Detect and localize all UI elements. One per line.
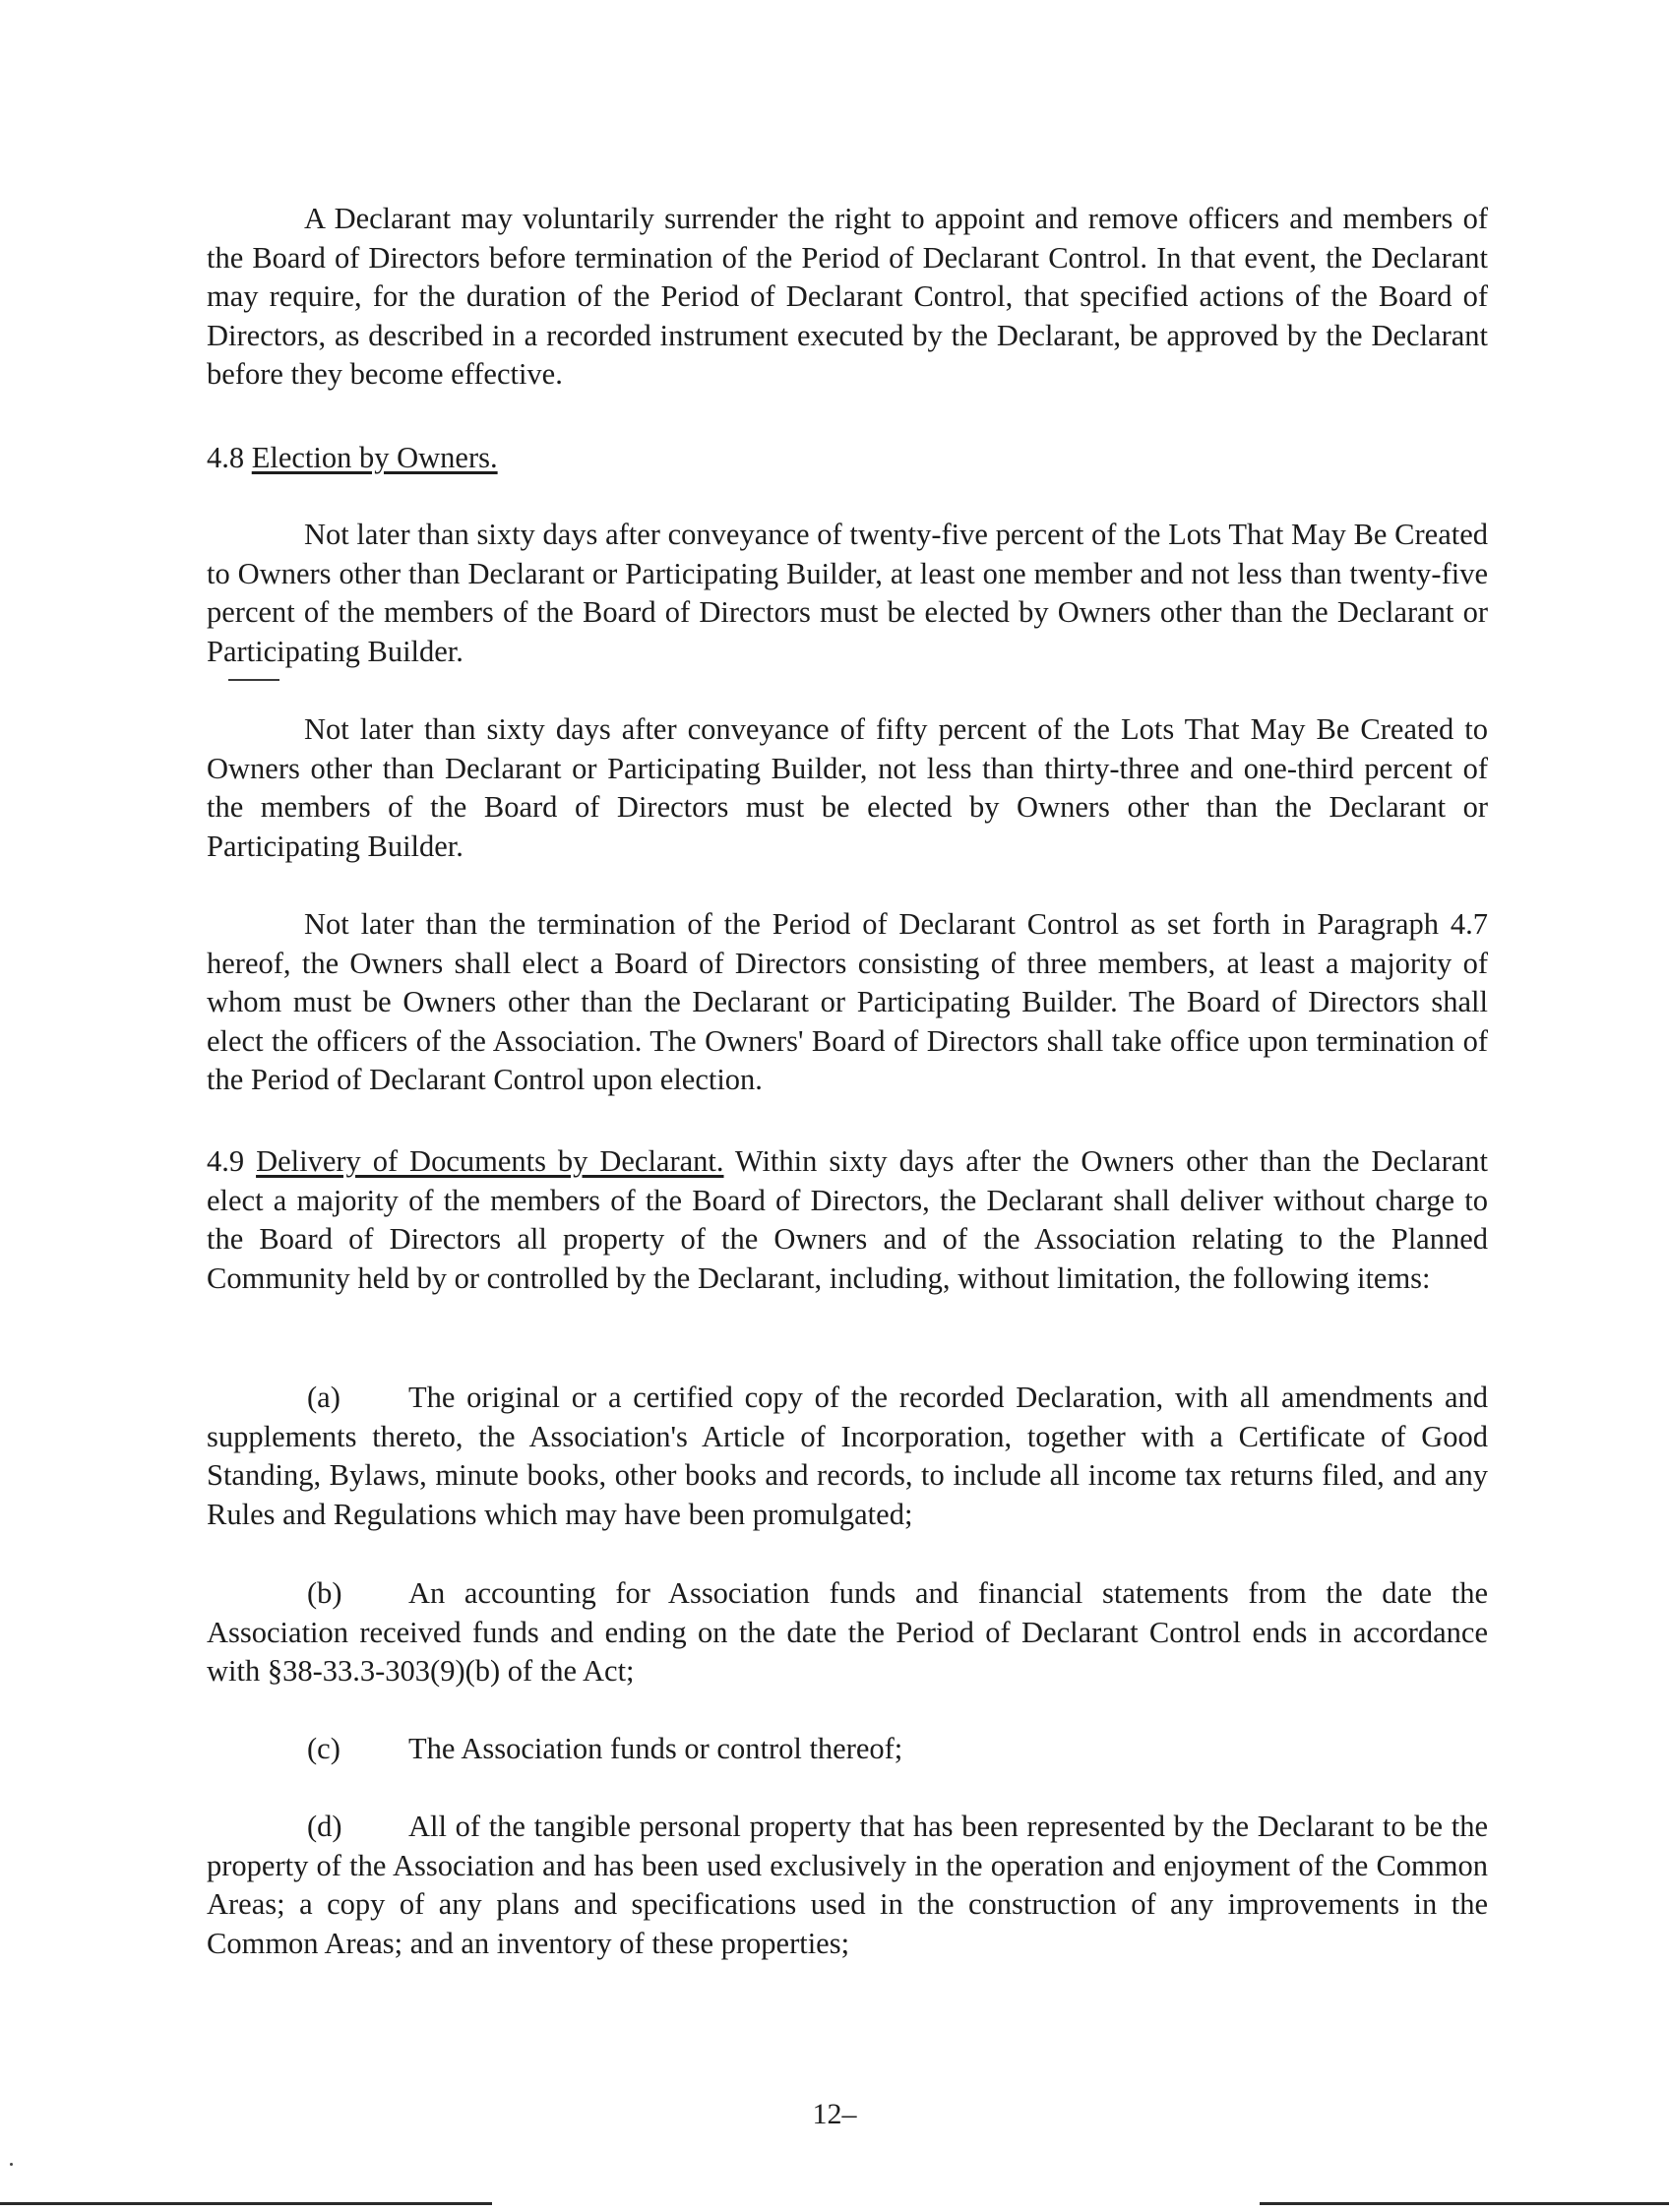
section-4-9-title: Delivery of Documents by Declarant. xyxy=(256,1144,724,1178)
list-item-d xyxy=(207,1808,1488,1963)
list-item-b xyxy=(207,1574,1488,1691)
list-item-text: An accounting for Association funds and financial statements from the date the Association received funds and ending on the date the Period of Declarant Control ends in accordance with §38-33.3-303(9)(b) of the Act; xyxy=(207,1576,1488,1688)
scan-artifact-dot xyxy=(10,2163,13,2166)
list-item-letter: (d) xyxy=(307,1810,342,1843)
paragraph-declarant-surrender: A Declarant may voluntarily surrender the right to appoint and remove officers and members of the Board of Directors before termination of the Period of Declarant Control. In that event, the Declarant may require, for the duration of the Period of Declarant Control, that specified actions of the Board of Directors, as described in a recorded instrument executed by the Declarant, be approved by the Declarant before they become effective. xyxy=(207,202,1488,391)
paragraph-election-50-percent: Not later than sixty days after conveyance of fifty percent of the Lots That May Be Created to Owners other than Declarant or Participating Builder, not less than thirty-three and one-third percent of the members of the Board of Directors must be elected by Owners other than the Declarant or Participating Builder. xyxy=(207,712,1488,863)
section-4-8-title: Election by Owners. xyxy=(251,441,498,474)
list-item-a xyxy=(207,1379,1488,1534)
section-4-8-heading xyxy=(207,439,1488,478)
list-item-text: The original or a certified copy of the recorded Declaration, with all amendments and supplements thereto, the Association's Article of Incorporation, together with a Certificate of Good Standing, Bylaws, minute books, other books and records, to include all income tax returns filed, and any Rules and Regulations which may have been promulgated; xyxy=(207,1381,1488,1531)
paragraph-election-termination: Not later than the termination of the Period of Declarant Control as set forth in Paragraph 4.7 hereof, the Owners shall elect a Board of Directors consisting of three members, at least a majority of whom must be Owners other than the Declarant or Participating Builder. The Board of Directors shall elect the officers of the Association. The Owners' Board of Directors shall take office upon termination of the Period of Declarant Control upon election. xyxy=(207,907,1488,1096)
paragraph-election-25-percent: Not later than sixty days after conveyance of twenty-five percent of the Lots That May Be Created to Owners other than Declarant or Participating Builder, at least one member and not less than twenty-five percent of the members of the Board of Directors must be elected by Owners other than the Declarant or Participating Builder. xyxy=(207,518,1488,668)
section-4-9-body: Within sixty days after the Owners other than the Declarant elect a majority of the members of the Board of Directors, the Declarant shall deliver without charge to the Board of Directors all property of the Owners and of the Association relating to the Planned Community held by or controlled by the Declarant, including, without limitation, the following items: xyxy=(207,1144,1488,1295)
list-item-c xyxy=(207,1730,1488,1769)
list-item-letter: (c) xyxy=(307,1732,340,1765)
scan-artifact-line-left xyxy=(0,2202,492,2205)
page-number: 12– xyxy=(812,2098,857,2130)
list-item-text: The Association funds or control thereof; xyxy=(408,1732,903,1765)
section-4-9-number: 4.9 xyxy=(207,1144,245,1178)
list-item-text: All of the tangible personal property that has been represented by the Declarant to be the property of the Association and has been used exclusively in the operation and enjoyment of the Common Areas; a copy of any plans and specifications used in the construction of any improvements in the Common Areas; and an inventory of these properties; xyxy=(207,1810,1488,1960)
scan-artifact-line-right xyxy=(1260,2202,1669,2205)
section-4-9-paragraph xyxy=(207,1142,1488,1298)
section-4-8-number: 4.8 xyxy=(207,441,245,474)
list-item-letter: (a) xyxy=(307,1381,340,1414)
list-item-letter: (b) xyxy=(307,1576,342,1610)
scan-artifact-mark xyxy=(228,679,279,681)
